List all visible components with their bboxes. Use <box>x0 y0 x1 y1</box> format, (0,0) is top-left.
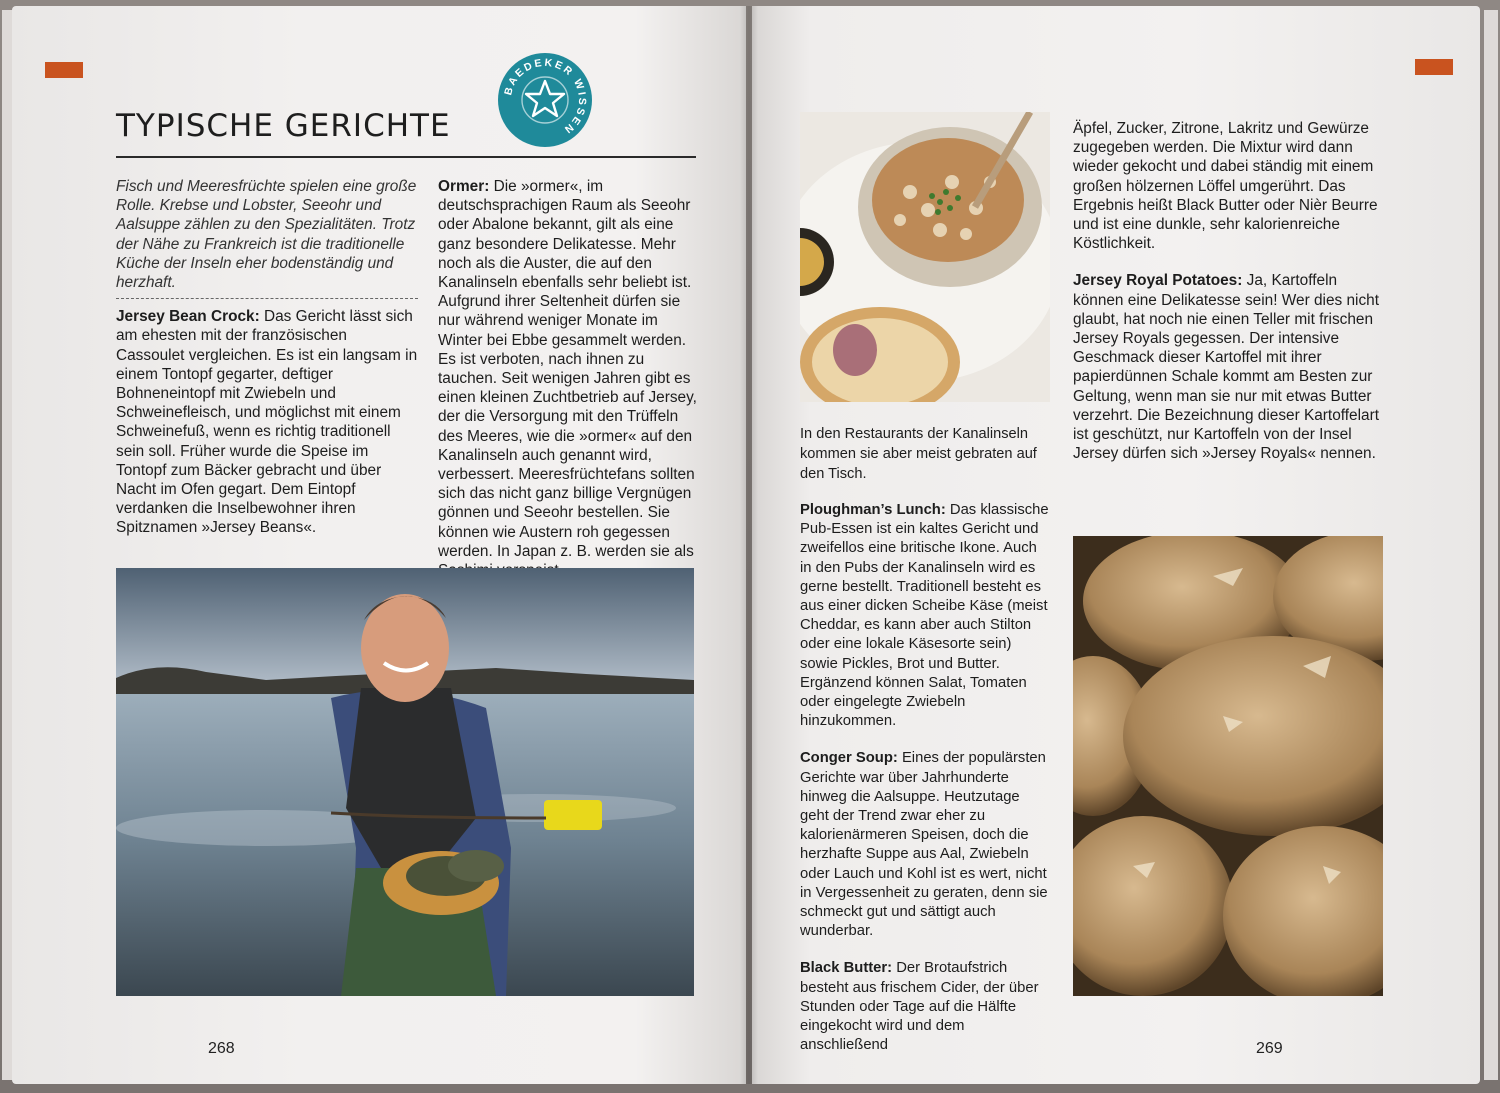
intro-text: Fisch und Meeresfrüchte spielen eine große Rolle. Krebse und Lobster, Seeohr und Aalsuppe zählen zu den Spezialitäten. Trotz der Nähe zu Frankreich ist die traditionelle Küche der Inseln eher bodenständig und herzhaft. <box>116 178 417 292</box>
photo-caption: In den Restaurants der Kanalinseln kommen sie aber meist gebraten auf den Tisch. <box>800 426 1037 482</box>
middle-column <box>438 177 700 580</box>
jersey-royal-text: Ja, Kartoffeln können eine Delikatesse sein! Wer dies nicht glaubt, hat noch nie einen Teller mit frischen Jersey Royals gegessen. Der intensive Geschmack dieser Kartoffel mit ihrer papierdünnen Schale kommt am Besten zur Geltung, wenn man sie nur mit etwas Butter verzehrt. Die Bezeichnung dieser Kartoffelart ist geschützt, nur Kartoffeln von der Insel Jersey dürfen sich »Jersey Royals« nennen. <box>1073 272 1379 463</box>
conger-soup-heading: Conger Soup: <box>800 750 898 767</box>
left-column <box>116 177 418 538</box>
chapter-tab-marker-right <box>1415 59 1453 75</box>
right-middle-column <box>800 501 1050 1055</box>
jersey-bean-crock-heading: Jersey Bean Crock: <box>116 308 260 326</box>
jersey-royal-heading: Jersey Royal Potatoes: <box>1073 272 1243 290</box>
page-number-left: 268 <box>208 1040 235 1057</box>
photo-bean-crock <box>800 112 1050 402</box>
jersey-royal-paragraph <box>1073 271 1383 463</box>
photo-ormer-fisherman <box>116 568 694 996</box>
black-butter-continued: Äpfel, Zucker, Zitrone, Lakritz und Gewürze zugegeben werden. Die Mixtur wird dann wieder gekocht und dabei ständig mit einem großen hölzernen Löffel umgerührt. Das Ergebnis heißt Black Butter oder Nièr Beurre und ist eine dunkle, sehr kalorienreiche Köstlichkeit. <box>1073 120 1378 253</box>
ormer-paragraph <box>438 177 700 580</box>
jersey-bean-crock-text: Das Gericht lässt sich am ehesten mit der französischen Cassoulet vergleichen. Es ist ein langsam in einem Tontopf gegarter, deftiger Bohneneintopf mit Zwiebeln und Schweinefleisch, und möglichst mit einem Schweinefuß, wenn es richtig traditionell sein soll. Früher wurde die Speise im Tontopf zum Bäcker gebracht und über Nacht im Ofen gegart. Dem Eintopf verdanken die Inselbewohner ihren Spitznamen »Jersey Beans«. <box>116 308 418 537</box>
book-gutter <box>740 6 758 1084</box>
jersey-bean-crock-paragraph <box>116 307 418 537</box>
page-title: TYPISCHE GERICHTE <box>116 108 451 144</box>
ploughmans-lunch-heading: Ploughman’s Lunch: <box>800 502 946 518</box>
black-butter-text: Der Brotaufstrich besteht aus frischem Cider, der über Stunden oder Tage auf die Hälfte eingekocht wird und dem anschließend <box>800 960 1039 1054</box>
right-page-edge <box>1484 10 1498 1080</box>
badge-text: BAEDEKER WISSEN <box>502 56 589 137</box>
conger-soup-paragraph <box>800 749 1050 941</box>
ploughmans-lunch-paragraph <box>800 501 1050 731</box>
conger-soup-text: Eines der populärsten Gerichte war über Jahrhunderte hinweg die Aalsuppe. Heutzutage geht der Trend zwar eher zu kalorienärmeren Speisen, doch die herzhafte Suppe aus Aal, Zwiebeln oder Lauch und Kohl ist es wert, nicht in Vergessenheit zu geraten, denn sie schmeckt gut und sättigt auch wunderbar. <box>800 750 1048 940</box>
ploughmans-lunch-text: Das klassische Pub-Essen ist ein kaltes Gericht und zweifellos eine britische Ikone. Auch in den Pubs der Kanalinseln wird es gerne bestellt. Traditionell besteht es aus einer dicken Scheibe Käse (meist Cheddar, es kann aber auch Stilton oder eine lokale Käsesorte sein) sowie Pickles, Brot und Butter. Ergänzend können Salat, Tomaten oder eingelegte Zwiebeln hinzukommen. <box>800 502 1049 730</box>
black-butter-paragraph <box>800 959 1050 1055</box>
page-number-right: 269 <box>1256 1040 1283 1057</box>
black-butter-heading: Black Butter: <box>800 960 893 977</box>
ormer-heading: Ormer: <box>438 178 490 195</box>
ormer-text: Die »ormer«, im deutschsprachigen Raum als Seeohr oder Abalone bekannt, gilt als eine ganz besondere Delikatesse. Mehr noch als die Auster, die auf den Kanalinseln ebenfalls sehr beliebt ist. Aufgrund ihrer Seltenheit dürfen sie nur während weniger Monate im Winter bei Ebbe gesammelt werden. Es ist verboten, nach ihnen zu tauchen. Seit wenigen Jahren gibt es einen kleinen Zuchtbetrieb auf Jersey, der die Versorgung mit den Trüffeln des Meeres, wie die »ormer« auf den Kanalinseln auch genannt wird, verbessert. Meeresfrüchtefans sollten sich das nicht ganz billige Vergnügen gönnen und Seeohr bestellen. Sie können wie Austern roh gegessen werden. In Japan z. B. werden sie als <box>438 178 697 560</box>
right-column <box>1073 119 1383 463</box>
chapter-tab-marker-left <box>45 62 83 78</box>
baedeker-wissen-badge <box>497 52 593 148</box>
photo-jersey-royal-potatoes <box>1073 536 1383 996</box>
title-underline <box>116 156 696 158</box>
dotted-divider <box>116 298 418 299</box>
